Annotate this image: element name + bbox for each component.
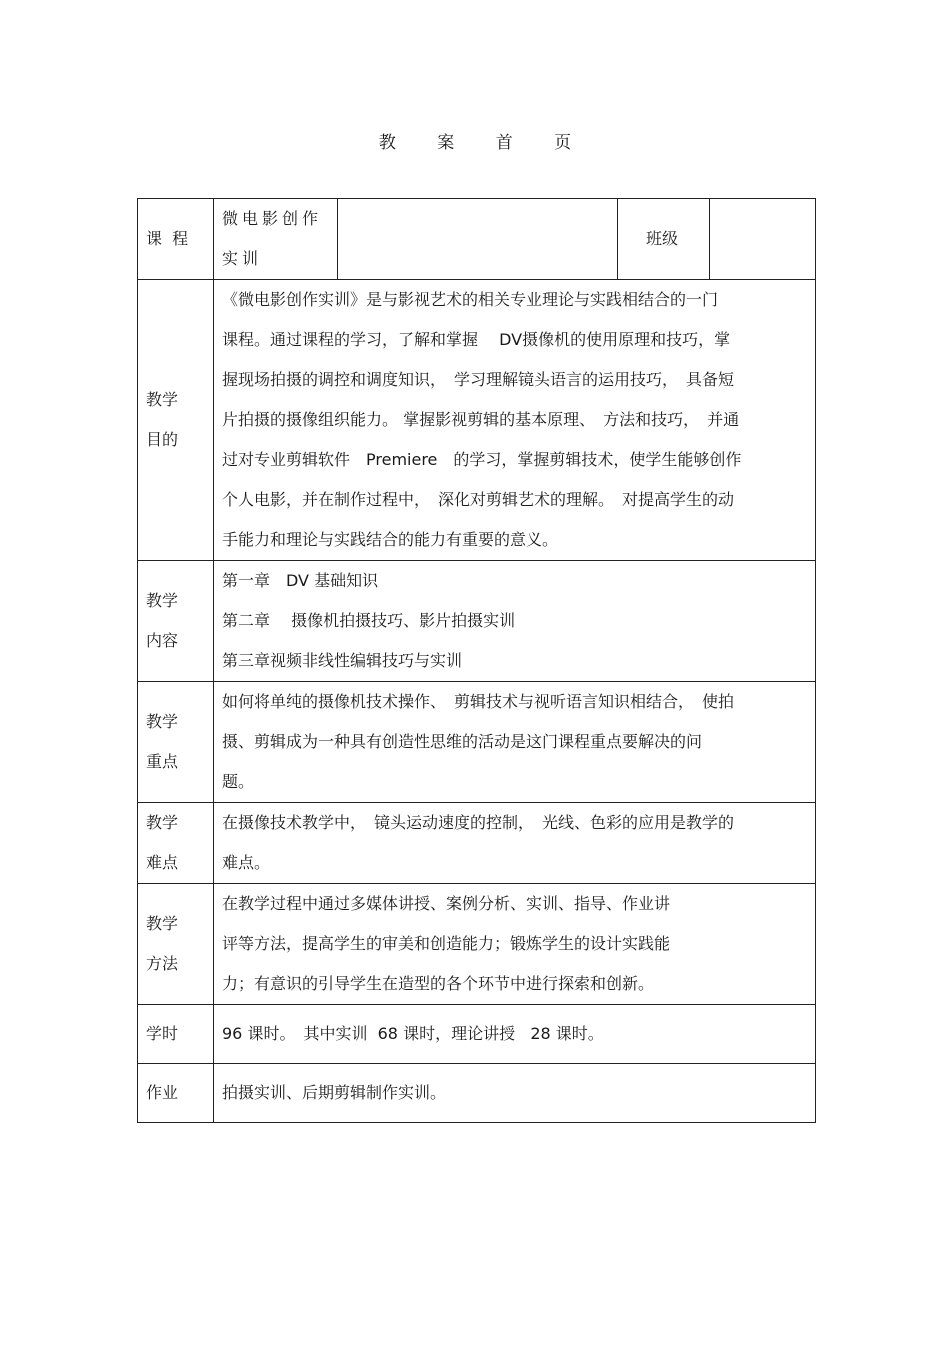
goal-line: 过对专业剪辑软件 Premiere 的学习，掌握剪辑技术，使学生能够创作 (222, 450, 742, 469)
content-label (138, 561, 214, 682)
class-label: 班级 (618, 199, 710, 280)
course-blank-cell (338, 199, 618, 280)
focus-line: 如何将单纯的摄像机技术操作、 剪辑技术与视听语言知识相结合， 使拍 (222, 692, 735, 711)
goal-line: 片拍摄的摄像组织能力。 掌握影视剪辑的基本原理、 方法和技巧， 并通 (222, 410, 740, 429)
goal-line: 《微电影创作实训》是与影视艺术的相关专业理论与实践相结合的一门 (222, 290, 719, 309)
method-label (138, 884, 214, 1005)
chapter-item: 第一章 DV 基础知识 (222, 571, 379, 590)
class-value (710, 199, 816, 280)
difficulty-row (138, 803, 816, 884)
course-name-line-1: 微电影创作 (222, 209, 323, 228)
goal-line: 握现场拍摄的调控和调度知识， 学习理解镜头语言的运用技巧， 具备短 (222, 370, 735, 389)
difficulty-label (138, 803, 214, 884)
method-row (138, 884, 816, 1005)
focus-label (138, 682, 214, 803)
focus-line: 摄、剪辑成为一种具有创造性思维的活动是这门课程重点要解决的问 (222, 732, 703, 751)
chapter-item: 第二章 摄像机拍摄技巧、影片拍摄实训 (222, 611, 516, 630)
goal-row (138, 280, 816, 561)
difficulty-label-line-1: 教学 (146, 813, 179, 832)
difficulty-line: 难点。 (222, 853, 271, 872)
goal-line: 手能力和理论与实践结合的能力有重要的意义。 (222, 530, 559, 549)
method-line: 力；有意识的引导学生在造型的各个环节中进行探索和创新。 (222, 974, 655, 993)
course-name-line-2: 实训 (222, 249, 263, 268)
content-label-line-2: 内容 (146, 631, 179, 650)
goal-content (214, 280, 816, 561)
content-row (138, 561, 816, 682)
method-label-line-1: 教学 (146, 914, 179, 933)
difficulty-label-line-2: 难点 (146, 853, 179, 872)
focus-body (214, 682, 816, 803)
course-label: 课 程 (138, 199, 214, 280)
hours-body: 96 课时。 其中实训 68 课时，理论讲授 28 课时。 (214, 1005, 816, 1064)
focus-label-line-2: 重点 (146, 752, 179, 771)
homework-body: 拍摄实训、后期剪辑制作实训。 (214, 1064, 816, 1123)
goal-line: 课程。通过课程的学习，了解和掌握 DV摄像机的使用原理和技巧，掌 (222, 330, 731, 349)
goal-label (138, 280, 214, 561)
homework-label: 作业 (138, 1064, 214, 1123)
course-row (138, 199, 816, 280)
method-label-line-2: 方法 (146, 954, 179, 973)
difficulty-line: 在摄像技术教学中， 镜头运动速度的控制， 光线、色彩的应用是教学的 (222, 813, 735, 832)
focus-line: 题。 (222, 772, 255, 791)
homework-row (138, 1064, 816, 1123)
goal-label-line-1: 教学 (146, 390, 179, 409)
hours-label: 学时 (138, 1005, 214, 1064)
method-body (214, 884, 816, 1005)
goal-label-line-2: 目的 (146, 430, 179, 449)
difficulty-body (214, 803, 816, 884)
focus-row (138, 682, 816, 803)
course-name (214, 199, 338, 280)
page-title: 教 案 首 页 (378, 133, 590, 153)
goal-line: 个人电影，并在制作过程中， 深化对剪辑艺术的理解。 对提高学生的动 (222, 490, 735, 509)
method-line: 评等方法，提高学生的审美和创造能力；锻炼学生的设计实践能 (222, 934, 671, 953)
method-line: 在教学过程中通过多媒体讲授、案例分析、实训、指导、作业讲 (222, 894, 671, 913)
content-body (214, 561, 816, 682)
chapter-item: 第三章视频非线性编辑技巧与实训 (222, 651, 463, 670)
content-label-line-1: 教学 (146, 591, 179, 610)
lesson-plan-table (137, 198, 816, 1123)
focus-label-line-1: 教学 (146, 712, 179, 731)
hours-row (138, 1005, 816, 1064)
